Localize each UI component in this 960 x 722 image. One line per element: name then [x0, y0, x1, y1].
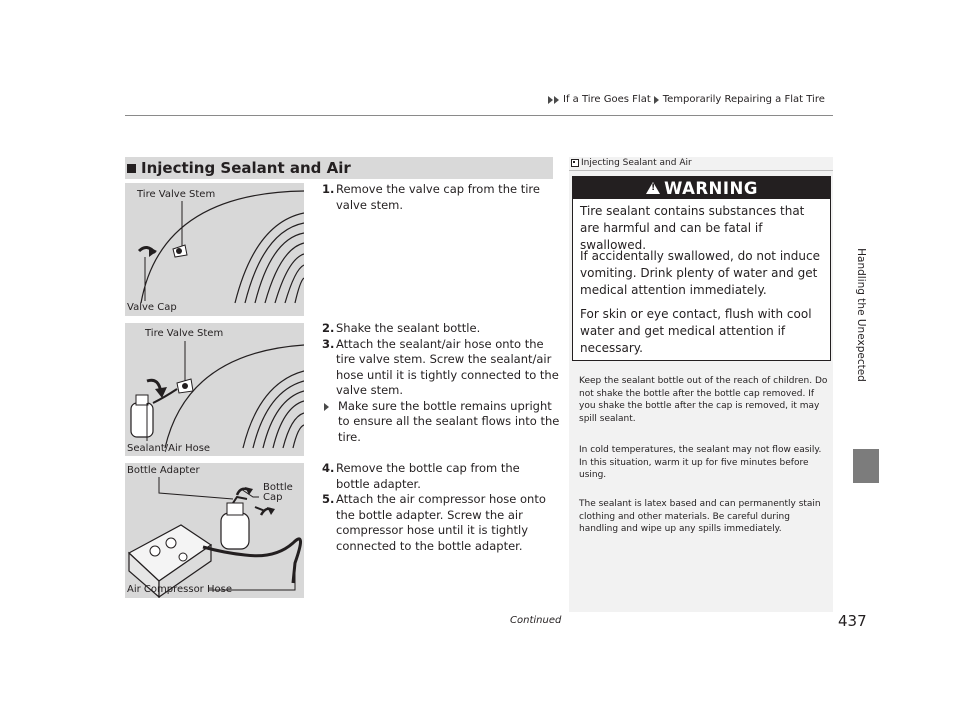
continued-label: Continued [510, 615, 562, 626]
warning-paragraph-2: If accidentally swallowed, do not induce vomiting. Drink plenty of water and get medical attention immediately. [580, 249, 820, 297]
side-tab-label: Handling the Unexpected [855, 248, 867, 382]
steps-4-5 [322, 461, 554, 554]
label-bottle-cap-line1: Bottle [263, 482, 293, 493]
label-tire-valve-stem: Tire Valve Stem [137, 189, 216, 200]
breadcrumb-arrow-icon [654, 96, 659, 104]
label-bottle-cap-line2: Cap [263, 492, 283, 503]
step-text: Remove the bottle cap from the bottle adapter. [336, 461, 520, 491]
step-3-note [308, 399, 560, 446]
label-sealant-air-hose: Sealant/Air Hose [127, 443, 211, 454]
warning-title: WARNING [664, 178, 758, 198]
note-heading-divider [569, 170, 833, 171]
note-arrow-icon [324, 403, 329, 411]
side-tab-marker [853, 449, 879, 483]
step-text: Attach the air compressor hose onto the bottle adapter. Screw the air compressor hose until it is tightly connected to the bottle adapter. [336, 492, 546, 553]
step-3 [322, 337, 560, 399]
step-number: 4. [322, 461, 335, 475]
note-paragraph-2: In cold temperatures, the sealant may not flow easily. In this situation, warm it up for five minutes before using. [579, 445, 822, 480]
tire-illustration [125, 183, 304, 316]
label-bottle-adapter: Bottle Adapter [127, 465, 200, 476]
header-divider [125, 115, 833, 116]
label-valve-cap: Valve Cap [127, 302, 177, 313]
warning-icon [646, 182, 660, 194]
step-2 [322, 321, 560, 337]
note-text: Make sure the bottle remains upright to ensure all the sealant flows into the tire. [338, 398, 560, 444]
note-heading-text: Injecting Sealant and Air [581, 158, 692, 168]
label-air-compressor-hose: Air Compressor Hose [127, 584, 232, 595]
step-number: 1. [322, 182, 335, 196]
breadcrumb-arrow-icon [548, 96, 553, 104]
figure-sealant-hose [125, 323, 304, 456]
note-paragraph-1: Keep the sealant bottle out of the reach of children. Do not shake the bottle after the bottle cap removed. If you shake the bottle after the cap is removed, it may spill sealant. [579, 376, 828, 424]
warning-paragraph-1: Tire sealant contains substances that are harmful and can be fatal if swallowed. [580, 204, 805, 252]
warning-header [573, 177, 831, 199]
step-text: Shake the sealant bottle. [336, 321, 481, 335]
section-heading [125, 157, 553, 179]
label-bottle-cap [263, 483, 293, 503]
step-number: 3. [322, 336, 335, 351]
note-heading [571, 158, 692, 168]
label-tire-valve-stem: Tire Valve Stem [145, 328, 224, 339]
steps-2-3 [322, 321, 560, 445]
page-number: 437 [838, 612, 867, 630]
warning-paragraph-3: For skin or eye contact, flush with cool water and get medical attention if necessary. [580, 307, 812, 355]
breadcrumb-arrow-icon [554, 96, 559, 104]
breadcrumb-item-flat-tire[interactable]: If a Tire Goes Flat [563, 94, 651, 105]
breadcrumb-item-repairing[interactable]: Temporarily Repairing a Flat Tire [662, 94, 825, 105]
step-1 [322, 182, 554, 213]
section-title: Injecting Sealant and Air [141, 159, 351, 177]
step-4 [322, 461, 554, 492]
step-text: Attach the sealant/air hose onto the tire valve stem. Screw the sealant/air hose until it is tightly connected to the valve stem. [336, 336, 559, 397]
section-square-icon [127, 164, 136, 173]
tire-hose-illustration [125, 323, 304, 456]
step-number: 5. [322, 492, 335, 506]
side-tab[interactable] [851, 190, 871, 440]
step-number: 2. [322, 321, 335, 335]
step-text: Remove the valve cap from the tire valve stem. [336, 182, 540, 212]
note-paragraph-3: The sealant is latex based and can permanently stain clothing and other materials. Be careful during handling and wipe up any spills immediately. [579, 499, 821, 534]
figure-air-compressor [125, 463, 304, 598]
step-5 [322, 492, 554, 554]
figure-valve-cap [125, 183, 304, 316]
note-marker-icon [571, 159, 579, 167]
breadcrumb [548, 94, 825, 105]
